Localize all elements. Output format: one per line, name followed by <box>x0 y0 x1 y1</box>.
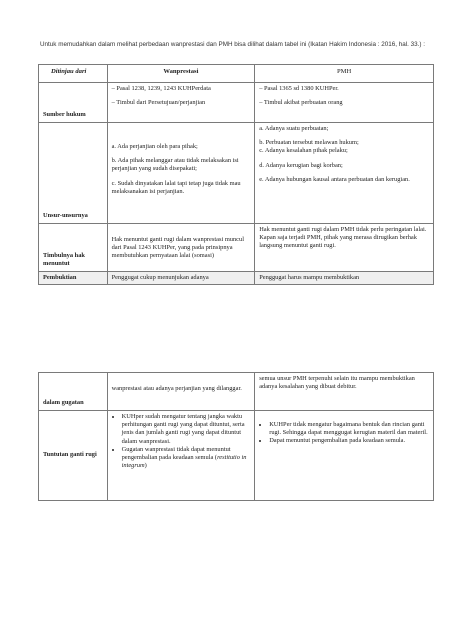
row-label-sumber-hukum: Sumber hukum <box>39 83 108 123</box>
cell-wan-pembuktian: Penggugat cukup menunjukan adanya <box>107 272 255 285</box>
list-item <box>122 446 251 471</box>
cell-wan-unsur <box>107 123 255 224</box>
table-header-row <box>39 65 434 83</box>
text-line: c. Adanya kesalahan pihak pelaku; <box>259 147 348 155</box>
text-line: – Timbul dari Persetujuan/perjanjian <box>111 99 206 107</box>
text-line: b. Ada pihak melanggar atau tidak melaksakan isi perjanjian yang sudah disepakati; <box>111 157 239 173</box>
row-label-timbul: Timbulnya hak menuntut <box>39 224 108 272</box>
comparison-table <box>38 64 434 285</box>
text-line: c. Sudah dinyatakan lalai tapi tetap juga tidak mau melaksanakan isi perjanjian. <box>111 179 241 195</box>
table-row <box>39 224 434 272</box>
cell-pmh-gugatan: semua unsur PMH terpenuhi selain itu mampu membuktikan adanya kesalahan yang dibuat debitur. <box>255 373 434 411</box>
text-line: a. Adanya suatu perbuatan; <box>259 125 329 132</box>
row-label-tuntutan: Tuntutan ganti rugi <box>39 411 108 501</box>
intro-paragraph: Untuk memudahkan dalam melihat perbedaan wanprestasi dan PMH bisa dilihat dalam tabel ini (Ikatan Hakim Indonesia : 2016, hal. 33.) : <box>40 41 426 48</box>
text-line: b. Perbuatan tersebut melawan hukum; <box>259 139 359 147</box>
comparison-table-continued <box>38 372 434 501</box>
cell-pmh-tuntutan <box>255 411 434 501</box>
text-line: e. Adanya hubungan kausal antara perbuatan dan kerugian. <box>259 175 410 183</box>
latin-term: restitutio in integrum <box>121 454 247 470</box>
text-line: – Pasal 1365 sd 1380 KUHPer. <box>259 85 339 92</box>
header-pmh: PMH <box>255 65 434 83</box>
text-line: a. Ada perjanjian oleh para pihak; <box>111 143 198 150</box>
table-row <box>39 272 434 285</box>
header-ditinjau: Ditinjau dari <box>39 65 108 83</box>
list-item: • KUHPer tidak mengatur bagaimana bentuk dan rincian ganti rugi. Sehingga dapat menggugat kerugian materil dan materil. <box>269 421 429 437</box>
cell-pmh-sumber <box>255 83 434 123</box>
list-item: • Dapat menuntut pengembalian pada keadaan semula. <box>269 437 429 445</box>
cell-wan-timbul: Hak menuntut ganti rugi dalam wanprestasi muncul dari Pasal 1243 KUHPer, yang pada prinsipnya membutuhkan pernyataan lalai (somasi) <box>107 224 255 272</box>
close-paren: ) <box>144 462 147 470</box>
list-text: Gugatan wanprestasi tidak dapat menuntut pengembalian pada keadaan semula ( <box>121 445 231 462</box>
row-label-gugatan: dalam gugatan <box>39 373 108 411</box>
cell-pmh-timbul: Hak menuntut ganti rugi dalam PMH tidak perlu peringatan lalai. Kapan saja terjadi PMH, pihak yang merasa dirugikan berhak langsung menuntut ganti rugi. <box>255 224 434 272</box>
text-line: d. Adanya kerugian bagi korban; <box>259 161 343 169</box>
text-line: – Timbul akibat perbuatan orang <box>259 99 343 107</box>
cell-pmh-pembuktian: Penggugat harus mampu membuktikan <box>255 272 434 285</box>
table-row <box>39 373 434 411</box>
row-label-unsur: Unsur-unsurnya <box>39 123 108 224</box>
row-label-pembuktian: Pembuktian <box>39 272 108 285</box>
table-row <box>39 83 434 123</box>
cell-wan-tuntutan <box>107 411 255 501</box>
cell-pmh-unsur <box>255 123 434 224</box>
table-row <box>39 123 434 224</box>
header-wanprestasi: Wanprestasi <box>107 65 255 83</box>
cell-wan-sumber <box>107 83 255 123</box>
text-line: – Pasal 1238, 1239, 1243 KUHPerdata <box>111 85 211 92</box>
cell-wan-gugatan: wanprestasi atau adanya perjanjian yang dilanggar. <box>107 373 255 411</box>
bullet-list <box>112 413 251 470</box>
table-row <box>39 411 434 501</box>
list-item: • KUHper sudah mengatur tentang jangka waktu perhitungan ganti rugi yang dapat dituntut, serta jenis dan jumlah ganti rugi yang dapat dituntut dalam wanprestasi. <box>122 413 251 446</box>
bullet-list <box>259 413 429 446</box>
